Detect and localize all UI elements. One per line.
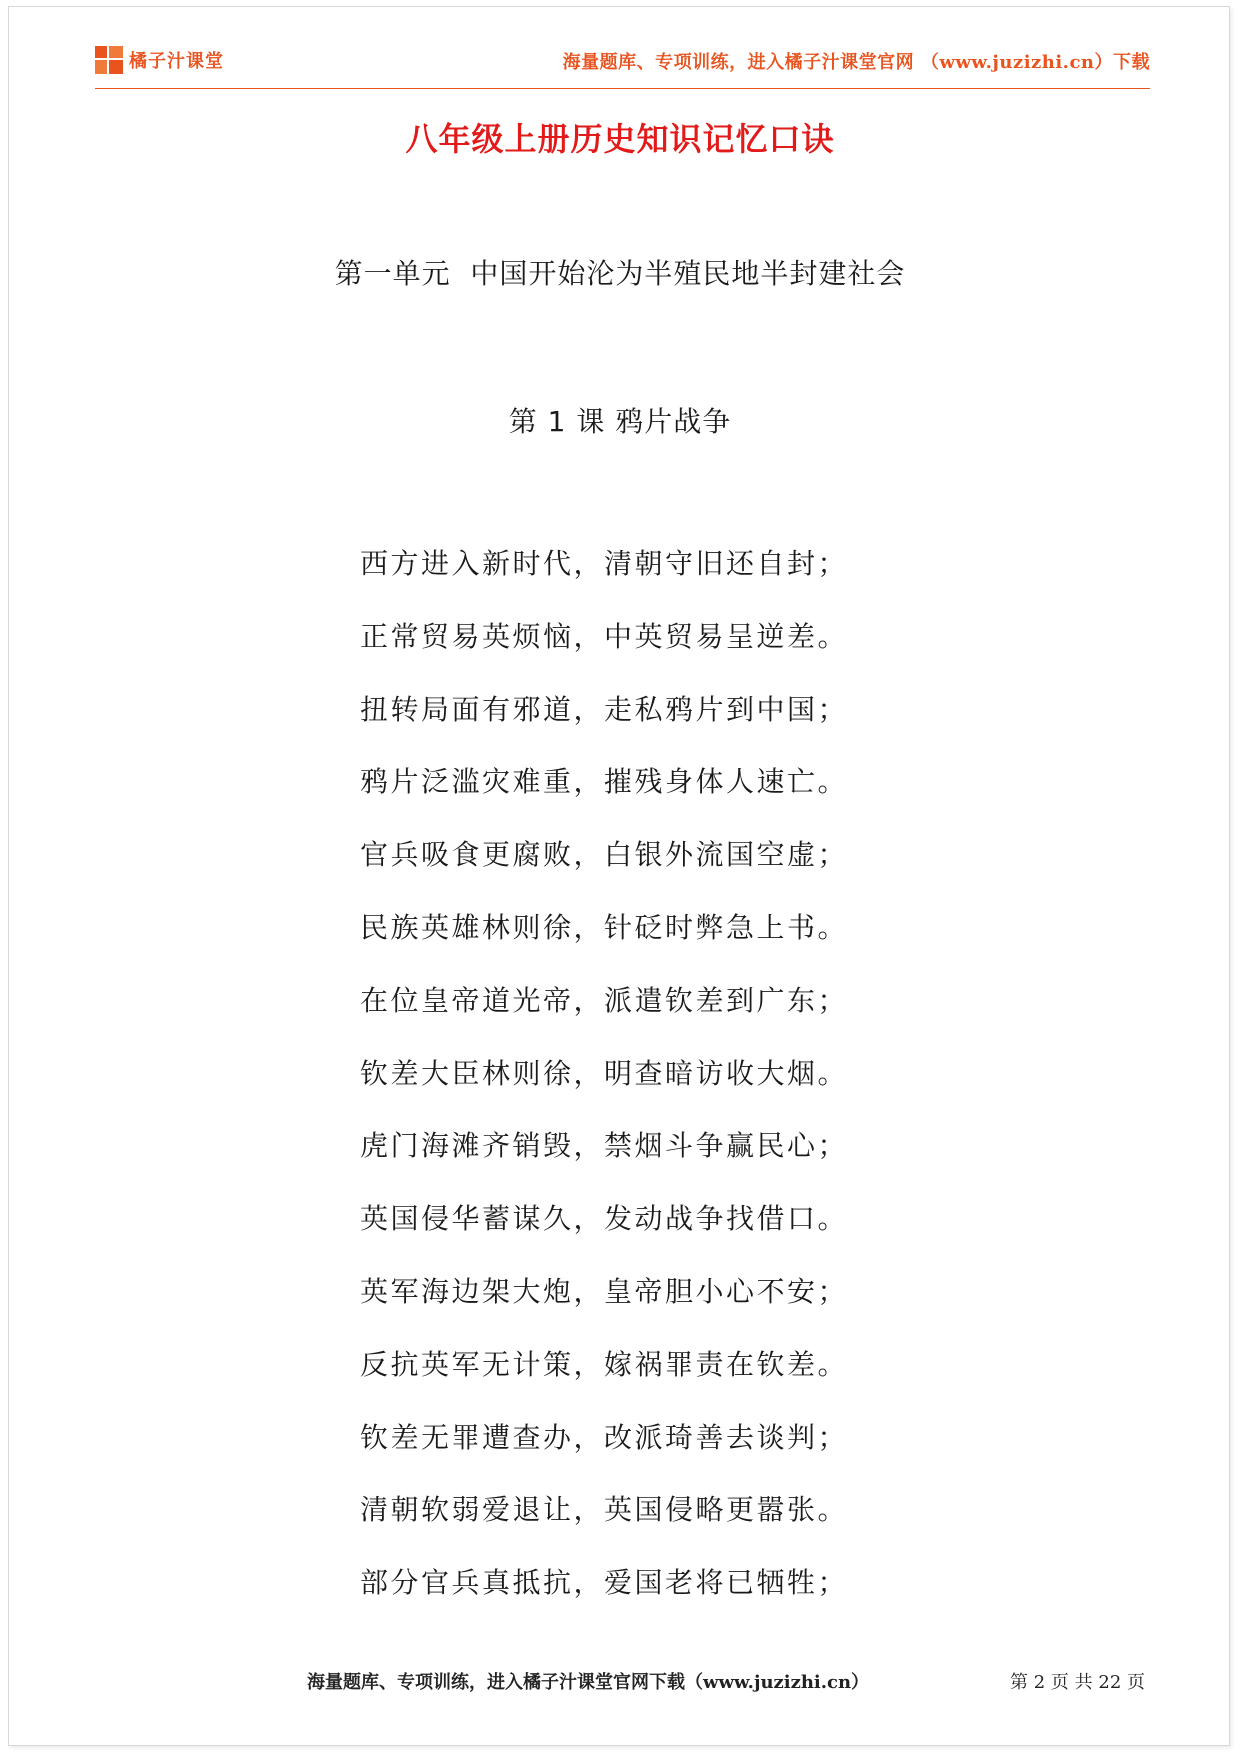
- header-divider: [95, 88, 1150, 89]
- document-title: 八年级上册历史知识记忆口诀: [405, 120, 835, 158]
- logo-text: 橘子汁课堂: [129, 51, 224, 72]
- verse-line: 正常贸易英烦恼，中英贸易呈逆差。: [360, 619, 849, 653]
- verse-line: 钦差大臣林则徐，明查暗访收大烟。: [360, 1056, 849, 1090]
- verse-line: 部分官兵真抵抗，爱国老将已牺牲；: [360, 1566, 849, 1600]
- lesson-title: 第 1 课 鸦片战争: [508, 405, 732, 438]
- verse-line: 英国侵华蓄谋久，发动战争找借口。: [360, 1202, 849, 1236]
- verse-line: 在位皇帝道光帝，派遣钦差到广东；: [360, 983, 849, 1017]
- header-slogan: 海量题库、专项训练，进入橘子汁课堂官网 （www.juzizhi.cn）下载: [562, 52, 1150, 73]
- verse-line: 鸦片泛滥灾难重，摧残身体人速亡。: [360, 765, 849, 799]
- verse-line: 西方进入新时代，清朝守旧还自封；: [360, 547, 849, 580]
- verse-line: 虎门海滩齐销毁，禁烟斗争赢民心；: [360, 1129, 849, 1163]
- verse-line: 英军海边架大炮，皇帝胆小心不安；: [360, 1274, 849, 1308]
- verse-line: 民族英雄林则徐，针砭时弊急上书。: [360, 910, 849, 944]
- unit-title: 第一单元 中国开始沦为半殖民地半封建社会: [334, 257, 906, 290]
- page-footer: [0, 1668, 1240, 1698]
- verse-line: 清朝软弱爱退让，英国侵略更嚣张。: [360, 1493, 849, 1527]
- verse-line: 反抗英军无计策，嫁祸罪责在钦差。: [360, 1347, 849, 1381]
- verse-line: 扭转局面有邪道，走私鸦片到中国；: [360, 692, 849, 726]
- verse-list: [360, 540, 920, 1632]
- page-number: 第 2 页 共 22 页: [1010, 1672, 1145, 1693]
- verse-line: 官兵吸食更腐败，白银外流国空虚；: [360, 838, 849, 872]
- verse-line: 钦差无罪遭查办，改派琦善去谈判；: [360, 1420, 849, 1454]
- footer-slogan: 海量题库、专项训练，进入橘子汁课堂官网下载（www.juzizhi.cn）: [307, 1672, 870, 1693]
- site-logo[interactable]: [95, 46, 224, 74]
- page-header: [95, 40, 1150, 90]
- logo-icon: [95, 46, 123, 74]
